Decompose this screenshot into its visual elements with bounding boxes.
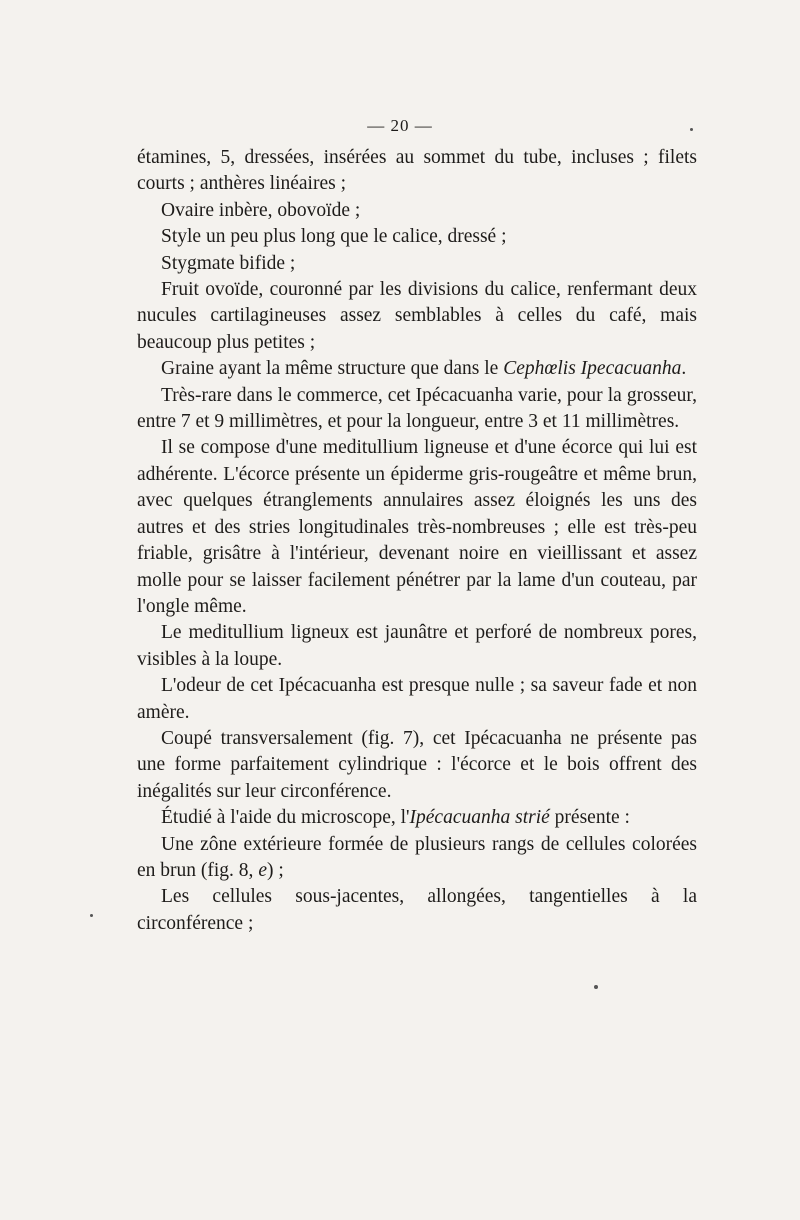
text-run: Graine ayant la même structure que dans le — [161, 358, 504, 380]
page-number: — 20 — — [367, 116, 433, 135]
text-run: Une zône extérieure formée de plusieurs rangs de cellules colorées en brun (fig. 8, — [137, 833, 697, 881]
text-run: Très-rare dans le commerce, cet Ipécacuanha varie, pour la grosseur, entre 7 et 9 millimètres, et pour la longueur, entre 3 et 11 millimètres. — [137, 384, 697, 433]
italic-text: e — [258, 859, 267, 881]
text-run: Stygmate bifide ; — [161, 252, 296, 274]
paragraph-p10 — [137, 673, 697, 726]
text-run: étamines, 5, dressées, insérées au sommet du tube, incluses ; filets courts ; anthères linéaires ; — [137, 147, 697, 195]
paragraph-p3 — [137, 224, 697, 250]
paragraph-p13 — [137, 832, 697, 885]
paragraph-p5 — [137, 277, 697, 356]
italic-text: Ipécacuanha strié — [409, 807, 550, 829]
text-run: Coupé transversalement (fig. 7), cet Ipécacuanha ne présente pas une forme parfaitement cylindrique : l'écorce et le bois offrent des inégalités sur leur circonférence. — [137, 727, 697, 802]
text-run: Les cellules sous-jacentes, allongées, tangentielles à la circonférence ; — [137, 886, 697, 934]
paragraph-p2 — [137, 198, 697, 224]
paragraph-p14 — [137, 884, 697, 937]
paragraph-p11 — [137, 726, 697, 805]
italic-text: Cephœlis Ipecacuanha — [503, 358, 682, 380]
paper-speck — [90, 914, 93, 917]
text-run: Ovaire inbère, obovoïde ; — [161, 199, 361, 221]
paragraph-p4 — [137, 251, 697, 277]
text-run: Fruit ovoïde, couronné par les divisions du calice, renfermant deux nucules cartilagineuses assez semblables à celles du café, mais beaucoup plus petites ; — [137, 279, 697, 353]
paper-speck — [690, 128, 693, 131]
paragraph-p6 — [137, 356, 697, 382]
text-run: ) ; — [266, 859, 284, 881]
paragraph-p7 — [137, 383, 697, 436]
text-run: Étudié à l'aide du microscope, l' — [161, 807, 410, 829]
paragraph-p9 — [137, 620, 697, 673]
paragraph-p12 — [137, 805, 697, 831]
paragraph-p8 — [137, 435, 697, 620]
text-run: L'odeur de cet Ipécacuanha est presque nulle ; sa saveur fade et non amère. — [137, 675, 697, 723]
text-run: Le meditullium ligneux est jaunâtre et perforé de nombreux pores, visibles à la loupe. — [137, 622, 697, 670]
text-run: . — [681, 358, 687, 380]
paragraph-p1 — [137, 145, 697, 198]
text-run: présente : — [549, 807, 630, 829]
body-text — [137, 145, 697, 937]
text-run: Style un peu plus long que le calice, dressé ; — [161, 226, 507, 248]
text-run: Il se compose d'une meditullium ligneuse et d'une écorce qui lui est adhérente. L'écorce présente un épiderme gris-rougeâtre et même brun, avec quelques étranglements annulaires assez éloignés les uns des autres et des stries longitudinales très-nombreuses ; elle est très-peu friable, grisâtre à l'intérieur, devenant noire en vieillissant et assez molle pour se laisser facilement pénétrer par la lame d'un couteau, par l'ongle même. — [137, 437, 697, 617]
paper-speck — [594, 985, 598, 989]
